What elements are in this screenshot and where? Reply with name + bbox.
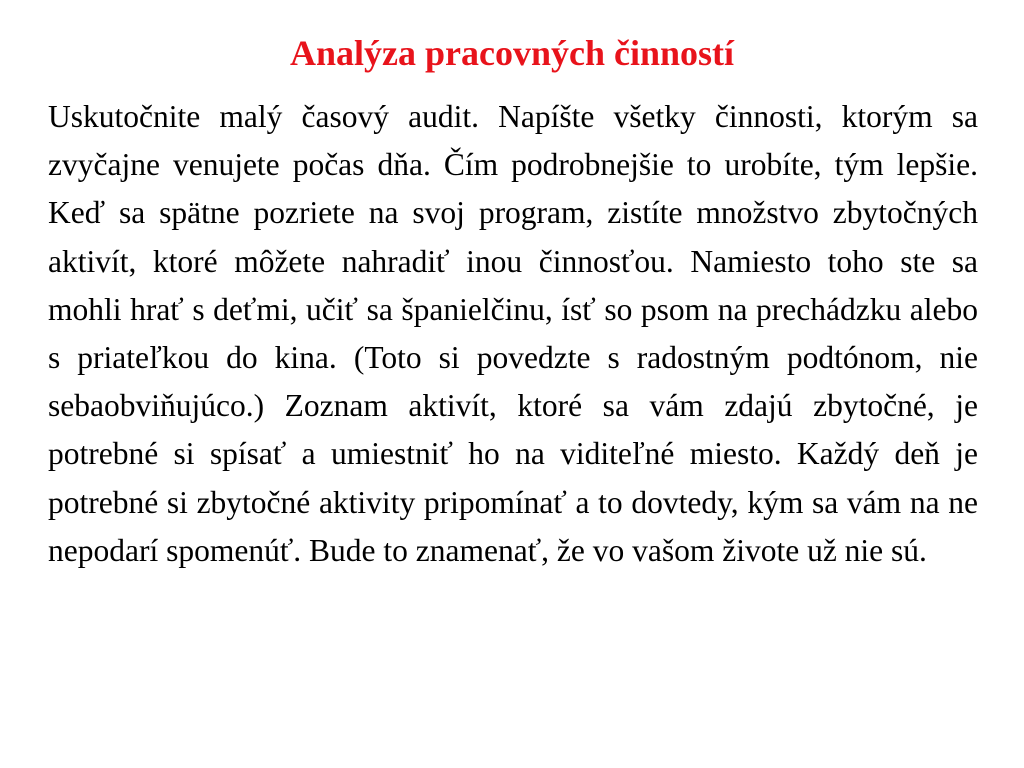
slide-body-text: Uskutočnite malý časový audit. Napíšte všetky činnosti, ktorým sa zvyčajne venujete počas dňa. Čím podrobnejšie to urobíte, tým lepšie. Keď sa spätne pozriete na svoj program, zistíte množstvo zbytočných aktivít, ktoré môžete nahradiť inou činnosťou. Namiesto toho ste sa mohli hrať s deťmi, učiť sa španielčinu, ísť so psom na prechádzku alebo s priateľkou do kina. (Toto si povedzte s radostným podtónom, nie sebaobviňujúco.) Zoznam aktivít, ktoré sa vám zdajú zbytočné, je potrebné si spísať a umiestniť ho na viditeľné miesto. Každý deň je potrebné si zbytočné aktivity pripomínať a to dovtedy, kým sa vám na ne nepodarí spomenúť. Bude to znamenať, že vo vašom živote už nie sú. [48, 99, 978, 568]
slide-title: Analýza pracovných činností [289, 33, 735, 73]
